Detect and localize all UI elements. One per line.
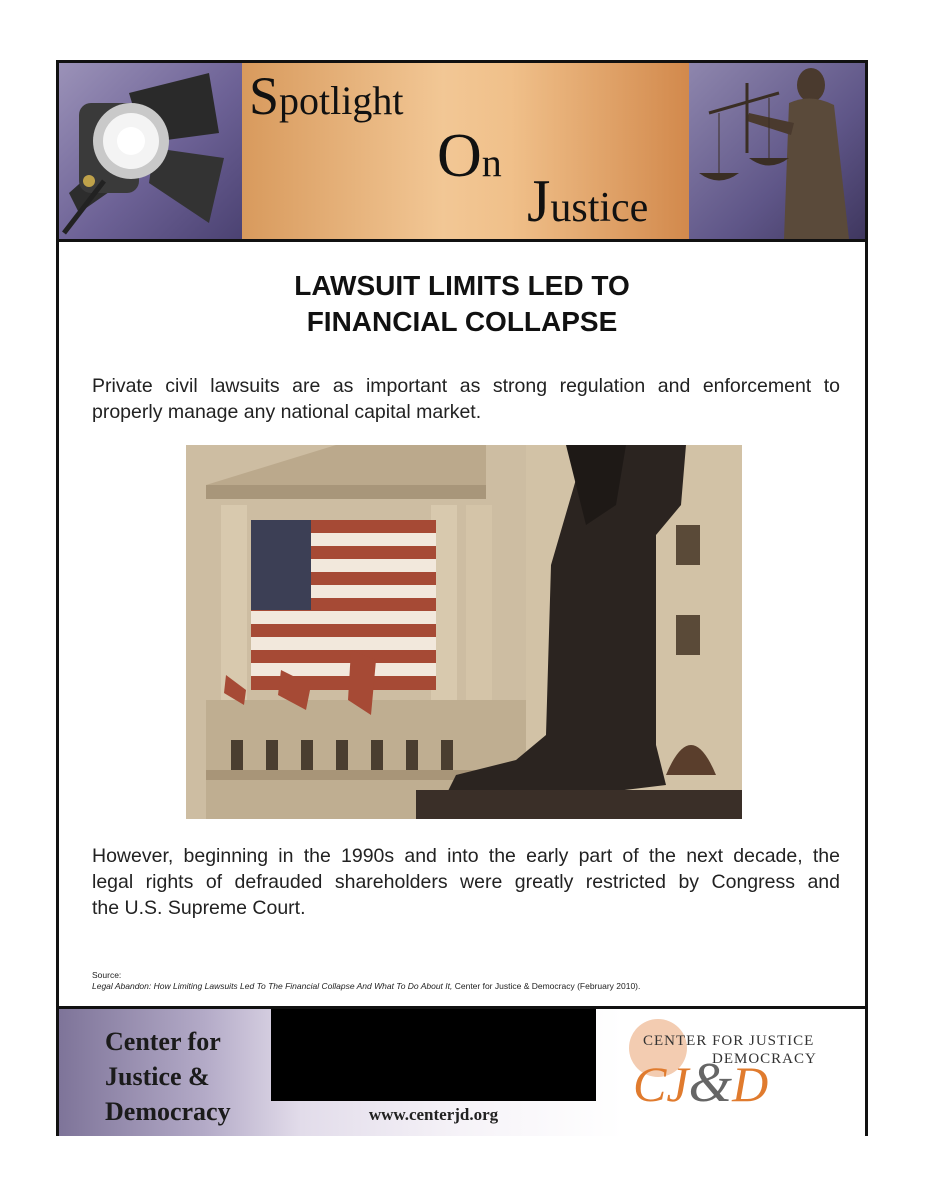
flyer-frame bbox=[56, 60, 868, 1136]
logo-monogram: CJ&D bbox=[633, 1052, 769, 1114]
footer-org-line-1: Center for bbox=[105, 1027, 221, 1056]
headline-line-2: FINANCIAL COLLAPSE bbox=[306, 306, 618, 337]
footer-org-line-3: Democracy bbox=[105, 1097, 231, 1126]
website-link[interactable]: www.centerjd.org bbox=[368, 1105, 499, 1124]
footer-org-line-2: Justice & bbox=[105, 1062, 210, 1091]
source-reference bbox=[92, 981, 640, 992]
wall-street-photo bbox=[186, 445, 742, 819]
logo-text-line-2: DEMOCRACY bbox=[712, 1051, 817, 1067]
title-on: On bbox=[437, 122, 502, 190]
spotlight-icon bbox=[59, 63, 242, 239]
source-label: Source: bbox=[92, 970, 122, 980]
source-citation bbox=[92, 970, 640, 992]
headline-line-1: LAWSUIT LIMITS LED TO bbox=[294, 270, 630, 301]
body-line-3: the U.S. Supreme Court. bbox=[92, 897, 306, 919]
logo-text-line-1: CENTER FOR JUSTICE bbox=[643, 1033, 815, 1049]
source-title: Legal Abandon: How Limiting Lawsuits Led To The Financial Collapse And What To Do About It, bbox=[92, 981, 453, 991]
intro-line-1: Private civil lawsuits are as important as strong regulation and enforcement to bbox=[92, 375, 840, 397]
footer bbox=[59, 1006, 865, 1136]
body-paragraph bbox=[92, 843, 840, 921]
intro-paragraph bbox=[92, 373, 840, 425]
redacted-block bbox=[271, 1009, 596, 1101]
lady-justice-image bbox=[689, 63, 865, 239]
stock-exchange-image bbox=[186, 445, 742, 819]
title-justice: Justice bbox=[527, 168, 649, 234]
body-line-1: However, beginning in the 1990s and into the early part of the next decade, the bbox=[92, 845, 840, 867]
footer-org-name bbox=[105, 1024, 231, 1129]
source-publisher: Center for Justice & Democracy (February 2010). bbox=[452, 981, 641, 991]
header-banner bbox=[59, 63, 865, 242]
intro-line-2: properly manage any national capital market. bbox=[92, 401, 482, 423]
title-spotlight: Spotlight bbox=[249, 66, 404, 126]
lady-justice-icon bbox=[689, 63, 865, 239]
cjd-logo bbox=[629, 1019, 865, 1119]
spotlight-image bbox=[59, 63, 242, 239]
body-line-2: legal rights of defrauded shareholders were greatly restricted by Congress and bbox=[92, 871, 840, 893]
